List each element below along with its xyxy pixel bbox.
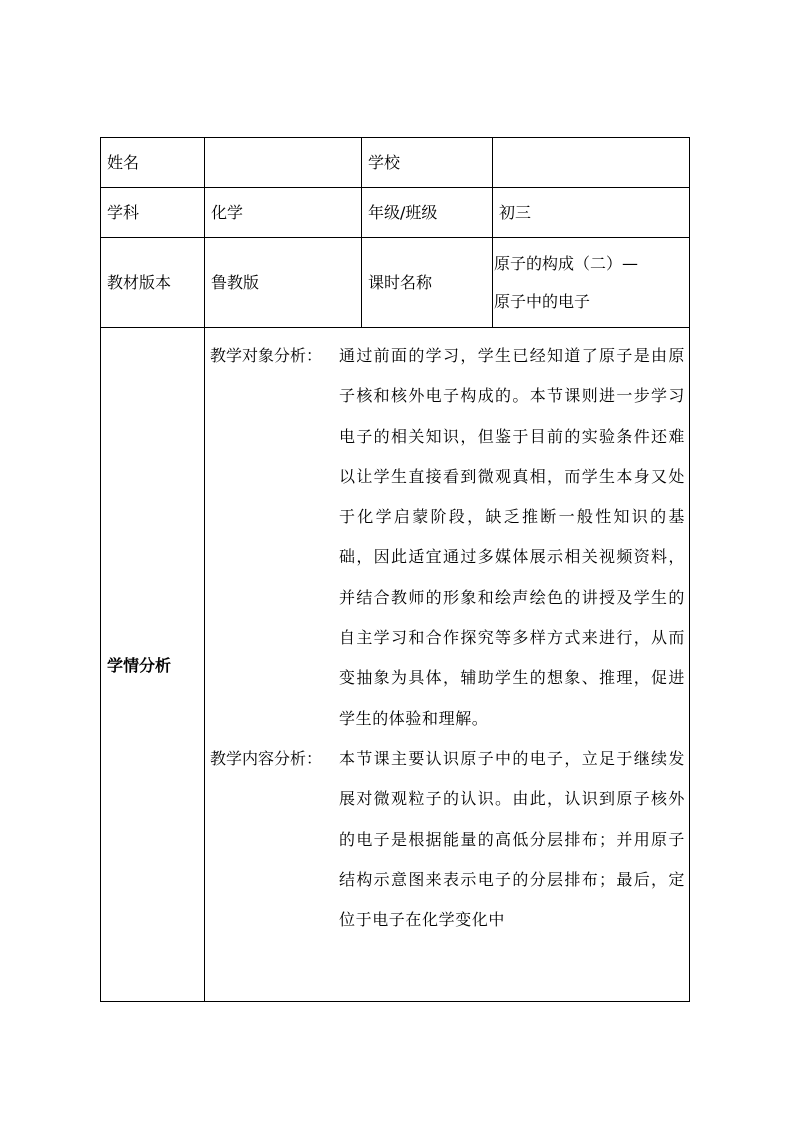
subject-value: 化学 (211, 202, 244, 222)
student-analysis-text: 通过前面的学习，学生已经知道了原子是由原子核和核外电子构成的。本节课则进一步学习电子的相关知识，但鉴于目前的实验条件还难以让学生直接看到微观真相，而学生本身又处于化学启蒙阶段，缺乏推断一般性知识的基础，因此适宜通过多媒体展示相关视频资料，并结合教师的形象和绘声绘色的讲授及学生的自主学习和合作探究等多样方式来进行，从而变抽象为具体，辅助学生的想象、推理，促进学生的体验和理解。 (339, 346, 685, 728)
textbook-version-value: 鲁教版 (211, 272, 260, 292)
table-row (101, 188, 690, 238)
lesson-plan-table (100, 137, 690, 1002)
grade-class-value: 初三 (499, 202, 532, 222)
school-label: 学校 (368, 152, 401, 172)
subject-label: 学科 (107, 202, 140, 222)
content-analysis-label: 教学内容分析： (210, 748, 323, 768)
lesson-name-line-1: 原子的构成（二）— (494, 253, 639, 273)
lesson-name-label: 课时名称 (368, 272, 433, 292)
lesson-name-line-2: 原子中的电子 (494, 291, 591, 311)
textbook-version-label: 教材版本 (107, 272, 172, 292)
table-row (101, 328, 690, 1002)
lesson-name-value (493, 245, 689, 321)
content-analysis-paragraph (205, 739, 689, 940)
student-analysis-label: 教学对象分析： (210, 346, 323, 365)
student-analysis-paragraph (205, 336, 689, 739)
grade-class-label: 年级/班级 (368, 202, 438, 222)
table-row (101, 238, 690, 328)
learning-analysis-label: 学情分析 (107, 656, 172, 675)
name-label: 姓名 (107, 152, 140, 172)
table-row (101, 138, 690, 188)
learning-analysis-content (205, 328, 690, 1002)
content-analysis-text: 本节课主要认识原子中的电子，立足于继续发展对微观粒子的认识。由此，认识到原子核外的电子是根据能量的高低分层排布；并用原子结构示意图来表示电子的分层排布；最后，定位于电子在化学变化中 (339, 748, 685, 930)
